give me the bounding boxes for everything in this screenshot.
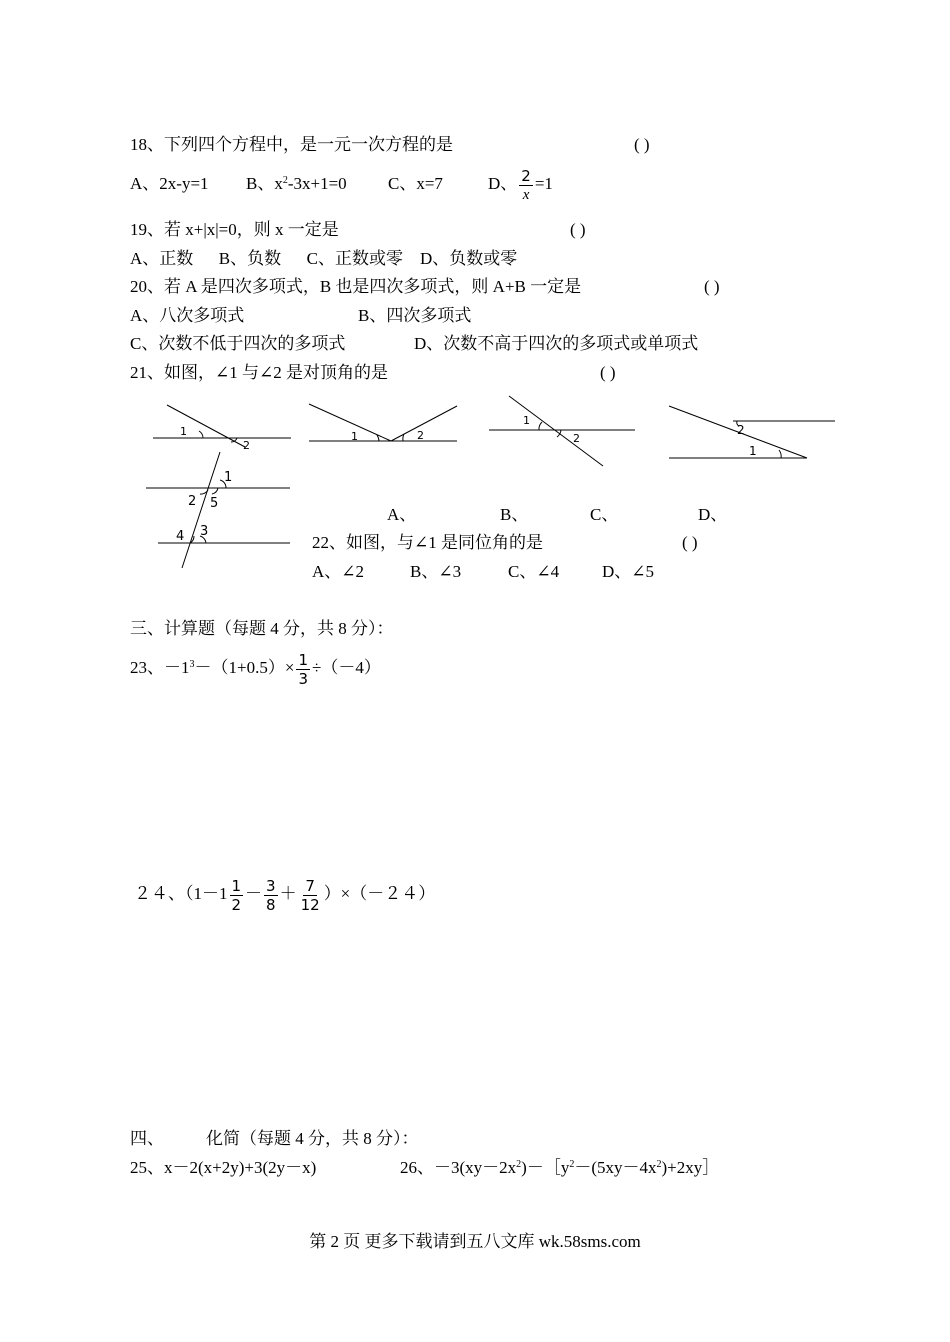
section3-title: 三、计算题（每题 4 分，共 8 分）： [130,619,394,638]
q26-part-1: 26、－3(xy－2x [400,1158,517,1177]
q21-label-a: A、 [387,505,417,524]
q20-option-c: C、次数不低于四次的多项式 [130,334,346,353]
q24-fraction-2-denominator: 8 [266,895,276,914]
q22-figure-label-3: 3 [200,524,209,539]
q22-option-a: A、∠2 [312,562,365,581]
q18-option-d [488,166,553,204]
q18-option-d-fraction [519,167,533,204]
q24-fraction-3 [299,877,322,914]
q26-exponent-2: 2 [569,1159,575,1170]
q23-pre: 23、－1 [130,658,190,677]
q24-fraction-1 [230,877,244,914]
q21-figure-c-label-1: 1 [523,414,530,427]
q25-expression: 25、x－2(x+2y)+3(2y－x) [130,1158,317,1177]
q24-pre: ２４、（1－1 [134,884,228,903]
q22-option-c: C、∠4 [508,562,560,581]
q21-figure-c-label-2: 2 [573,432,580,445]
q18-answer-paren: ( ) [634,135,650,154]
q24-fraction-1-denominator: 2 [231,895,242,914]
q24-fraction-2 [264,877,278,914]
q24-fraction-3-numerator: 7 [305,876,315,895]
q20-answer-paren: ( ) [704,277,720,296]
q18-option-d-denominator: x [522,186,530,203]
q20-option-b: B、四次多项式 [358,306,472,325]
q20-option-a: A、八次多项式 [130,306,245,325]
q26-part-3: －(5xy－4x [574,1158,657,1177]
q21-figure-b-label-1: 1 [351,430,358,443]
q24-expression [134,876,435,914]
q21-figure-d-label-2: 2 [737,423,745,437]
q21-figure-d-label-1: 1 [749,444,757,458]
q24-plus: ＋ [279,884,297,903]
q19-answer-paren: ( ) [570,220,586,239]
q21-figure-a-label-2: 2 [243,439,250,452]
q24-minus: － [245,884,263,903]
q22-figure-label-4: 4 [176,529,185,544]
q18-option-d-post: =1 [534,174,553,193]
q18-option-a: A、2x-y=1 [130,174,209,193]
q22-stem: 22、如图，与∠1 是同位角的是 [312,533,543,552]
q20-option-d: D、次数不高于四次的多项式或单项式 [414,334,699,353]
q18-option-b-exponent: 2 [282,175,288,186]
q18-option-d-numerator: 2 [521,166,531,185]
q22-option-b: B、∠3 [410,562,462,581]
q21-figure-b-label-2: 2 [417,429,424,442]
page-footer: 第 2 页 更多下载请到五八文库 wk.58sms.com [309,1232,641,1251]
q24-fraction-2-numerator: 3 [266,876,276,895]
q26-exponent-3: 2 [656,1159,662,1170]
q23-denominator: 3 [298,669,308,688]
q21-figure-c [485,392,640,470]
q22-figure [142,450,302,570]
q18-option-c: C、x=7 [388,174,443,193]
q22-option-d: D、∠5 [602,562,655,581]
section4-title: 化简（每题 4 分，共 8 分）： [206,1129,419,1148]
q26-part-2: )－［y [521,1158,570,1177]
q21-figure-b [305,400,465,450]
q26-expression [400,1158,719,1178]
q24-post: ）×（－２４） [323,884,436,903]
q22-figure-label-2: 2 [188,494,197,509]
q19-options: A、正数 B、负数 C、正数或零 D、负数或零 [130,249,518,268]
q26-part-4: )+2xy］ [661,1158,720,1177]
q18-option-b [246,174,347,194]
q21-figure-d [665,400,840,465]
q22-answer-paren: ( ) [682,533,698,552]
q23-mid: －（1+0.5）× [194,658,295,677]
q21-label-d: D、 [698,505,728,524]
q21-figure-a [145,395,295,455]
q18-option-b-post: -3x+1=0 [287,174,347,193]
q21-stem: 21、如图，∠1 与∠2 是对顶角的是 [130,363,388,382]
q21-answer-paren: ( ) [600,363,616,382]
q26-exponent-1: 2 [516,1159,522,1170]
q23-numerator: 1 [298,650,308,669]
q20-stem: 20、若 A 是四次多项式，B 也是四次多项式，则 A+B 一定是 [130,277,582,296]
q23-post: ÷（－4） [311,658,381,677]
q22-figure-label-1: 1 [224,470,233,485]
q18-stem: 18、下列四个方程中，是一元一次方程的是 [130,135,453,154]
q23-expression [130,650,381,688]
q21-label-c: C、 [590,505,619,524]
q21-label-b: B、 [500,505,529,524]
q19-stem: 19、若 x+|x|=0，则 x 一定是 [130,220,339,239]
q23-fraction [296,651,310,688]
section4-number: 四、 [130,1129,164,1148]
q24-fraction-3-denominator: 12 [300,895,320,914]
q21-figure-a-label-1: 1 [180,425,187,438]
q24-fraction-1-numerator: 1 [231,876,242,895]
q23-exponent: 3 [189,659,195,670]
q18-option-d-pre: D、 [488,174,518,193]
q18-option-b-pre: B、x [246,174,283,193]
q22-figure-label-5: 5 [210,496,219,511]
